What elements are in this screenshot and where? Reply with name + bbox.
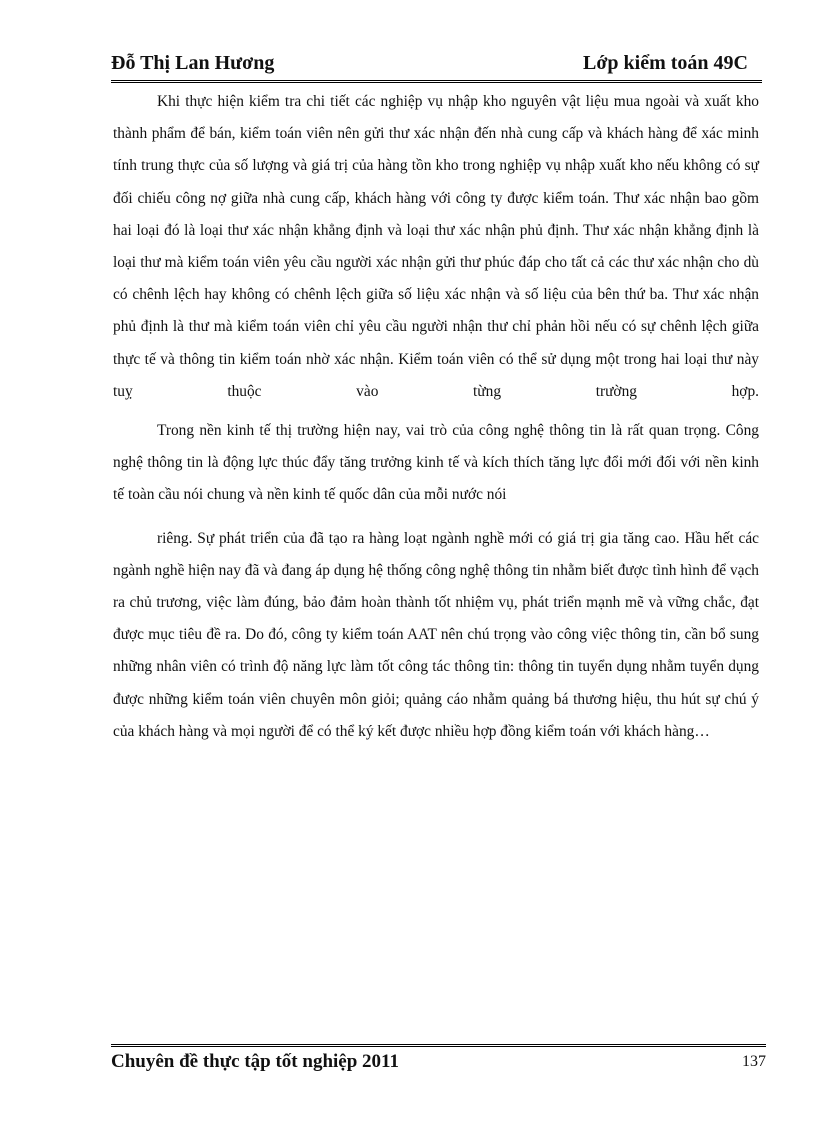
header-class: Lớp kiểm toán 49C: [583, 52, 748, 74]
page-footer: [111, 1044, 766, 1079]
page-number: 137: [742, 1053, 766, 1070]
document-body: [113, 86, 759, 748]
paragraph-information-technology: Trong nền kinh tế thị trường hiện nay, vai trò của công nghệ thông tin là rất quan trọng. Công nghệ thông tin là động lực thúc đẩy tăng trưởng kinh tế và kích thích tăng lực đổi mới đối với nền kinh tế toàn cầu nói chung và nền kinh tế quốc dân của mỗi nước nói: [113, 422, 759, 504]
header-author: Đỗ Thị Lan Hương: [111, 52, 275, 74]
paragraph-confirmation-letters: Khi thực hiện kiểm tra chi tiết các nghiệp vụ nhập kho nguyên vật liệu mua ngoài và xuất kho thành phẩm để bán, kiểm toán viên nên gửi thư xác nhận đến nhà cung cấp và khách hàng để xác minh tính trung thực của số lượng và giá trị của hàng tồn kho trong nghiệp vụ nhập xuất kho nếu không có sự đối chiếu công nợ giữa nhà cung cấp, khách hàng với công ty được kiểm toán. Thư xác nhận bao gồm hai loại đó là loại thư xác nhận khẳng định và loại thư xác nhận phủ định. Thư xác nhận khẳng định là loại thư mà kiểm toán viên yêu cầu người xác nhận gửi thư phúc đáp cho tất cả các thư xác nhận cho dù có chênh lệch hay không có chênh lệch giữa số liệu xác nhận và số liệu của bên thứ ba. Thư xác nhận phủ định là thư mà kiểm toán viên chỉ yêu cầu người nhận thư chỉ phản hồi nếu có sự chênh lệch giữa thực tế và thông tin kiểm toán nhờ xác nhận. Kiểm toán viên có thể sử dụng một trong hai loại thư này tuỵ thuộc vào từng trường hợp.: [113, 93, 759, 400]
paragraph-information-technology-continued: riêng. Sự phát triển của đã tạo ra hàng loạt ngành nghề mới có giá trị gia tăng cao. Hầu hết các ngành nghề hiện nay đã và đang áp dụng hệ thống công nghệ thông tin nhằm biết được tình hình để vạch ra chủ trương, việc làm đúng, bảo đảm hoàn thành tốt nhiệm vụ, phát triển mạnh mẽ và vững chắc, đạt được mục tiêu đề ra. Do đó, công ty kiểm toán AAT nên chú trọng vào công việc thông tin, cần bổ sung những nhân viên có trình độ năng lực làm tốt công tác thông tin: thông tin tuyển dụng nhằm tuyển dụng được những kiểm toán viên chuyên môn giỏi; quảng cáo nhằm quảng bá thương hiệu, thu hút sự chú ý của khách hàng và mọi người để có thể ký kết được nhiều hợp đồng kiểm toán với khách hàng…: [113, 529, 759, 740]
footer-title: Chuyên đề thực tập tốt nghiệp 2011: [111, 1051, 399, 1072]
page-header: [111, 50, 762, 83]
